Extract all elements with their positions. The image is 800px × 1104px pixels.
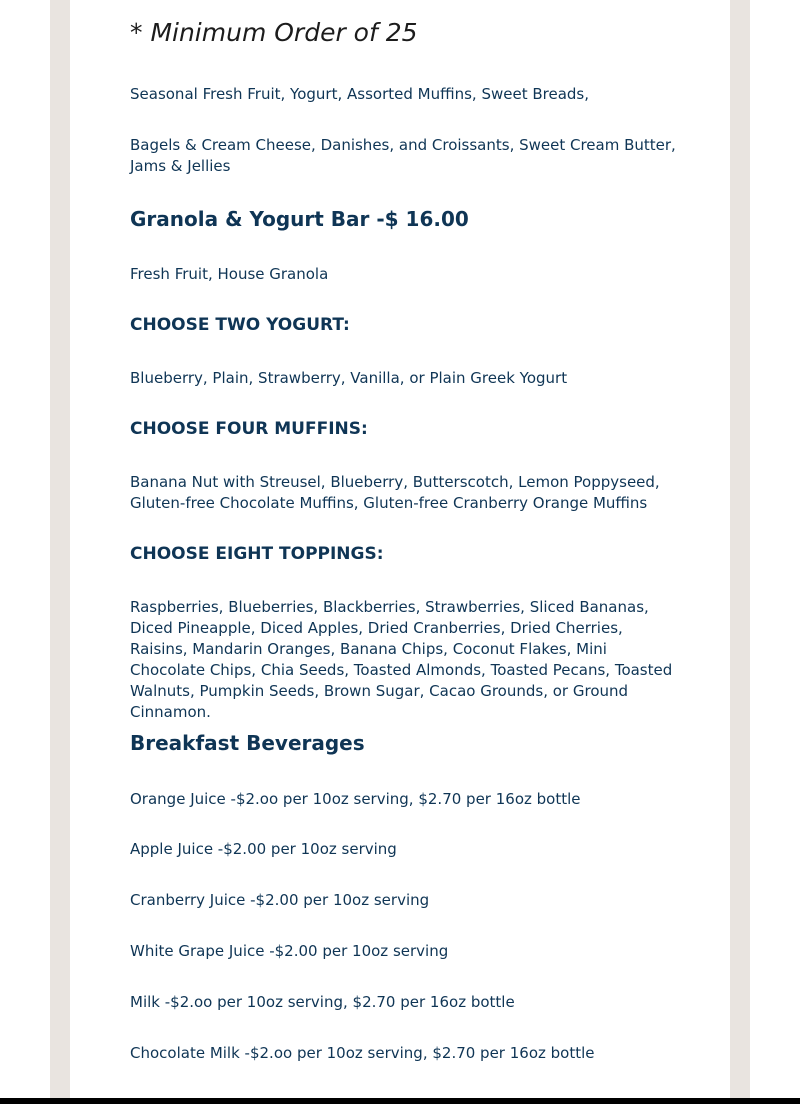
granola-bar-title: Granola & Yogurt Bar -$ 16.00 xyxy=(130,207,469,231)
beverage-item: Cranberry Juice -$2.00 per 10oz serving xyxy=(130,891,430,909)
viewport-bottom-edge xyxy=(0,1098,800,1104)
beverage-item: Orange Juice -$2.oo per 10oz serving, $2.70 per 16oz bottle xyxy=(130,790,581,808)
beverage-item: Milk -$2.oo per 10oz serving, $2.70 per 16oz bottle xyxy=(130,993,515,1011)
muffins-options: Banana Nut with Streusel, Blueberry, Butterscotch, Lemon Poppyseed, Gluten-free Chocolate Muffins, Gluten-free Cranberry Orange Muffins xyxy=(130,473,660,512)
beverage-item: White Grape Juice -$2.00 per 10oz serving xyxy=(130,942,449,960)
yogurt-heading: CHOOSE TWO YOGURT: xyxy=(130,315,350,335)
beverages-title: Breakfast Beverages xyxy=(130,731,365,755)
minimum-order-note: * Minimum Order of 25 xyxy=(130,18,418,47)
granola-bar-base: Fresh Fruit, House Granola xyxy=(130,265,329,283)
continental-items-line-1: Seasonal Fresh Fruit, Yogurt, Assorted Muffins, Sweet Breads, xyxy=(130,85,590,103)
continental-items-line-2: Bagels & Cream Cheese, Danishes, and Croissants, Sweet Cream Butter, Jams & Jellies xyxy=(130,136,676,175)
toppings-heading: CHOOSE EIGHT TOPPINGS: xyxy=(130,544,384,564)
yogurt-options: Blueberry, Plain, Strawberry, Vanilla, or Plain Greek Yogurt xyxy=(130,369,568,387)
muffins-heading: CHOOSE FOUR MUFFINS: xyxy=(130,419,368,439)
beverage-item: Chocolate Milk -$2.oo per 10oz serving, $2.70 per 16oz bottle xyxy=(130,1044,595,1062)
beverage-item: Apple Juice -$2.00 per 10oz serving xyxy=(130,840,397,858)
toppings-options: Raspberries, Blueberries, Blackberries, Strawberries, Sliced Bananas, Diced Pineapple, Diced Apples, Dried Cranberries, Dried Cherries, Raisins, Mandarin Oranges, Banana Chips, Coconut Flakes, Mini Chocolate Chips, Chia Seeds, Toasted Almonds, Toasted Pecans, Toasted Walnuts, Pumpkin Seeds, Brown Sugar, Cacao Grounds, or Ground Cinnamon. xyxy=(130,598,673,721)
